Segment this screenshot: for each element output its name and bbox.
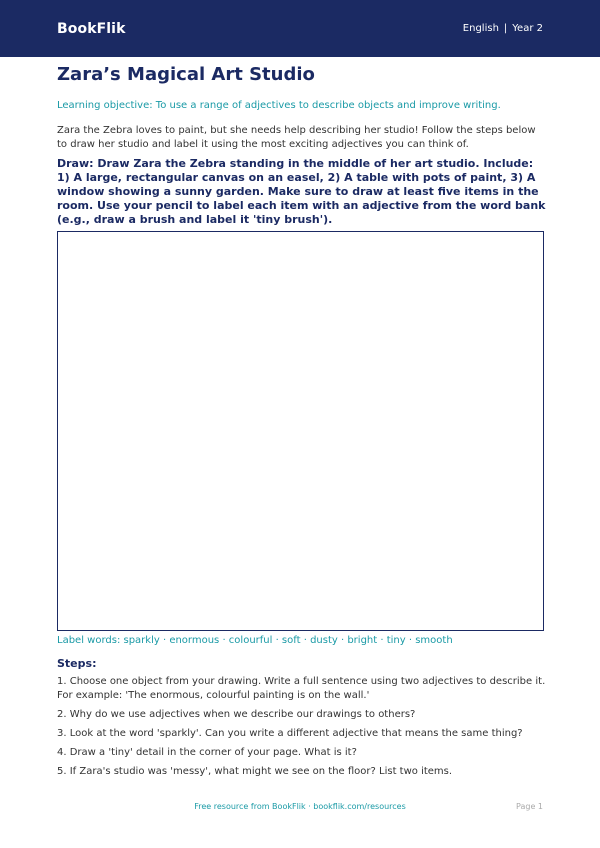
page-number: Page 1 xyxy=(516,802,543,811)
brand-logo: BookFlik xyxy=(57,20,126,37)
draw-task: Draw: Draw Zara the Zebra standing in the middle of her art studio. Include: 1) A large, rectangular canvas on an easel, 2) A table with pots of paint, 3) A window showing a sunny garden. Make sure to draw at least five items in the room. Use your pencil to label each item with an adjective from the word bank (e.g., draw a brush and label it 'tiny brush'). xyxy=(57,157,546,226)
step-item: 2. Why do we use adjectives when we describe our drawings to others? xyxy=(57,709,416,720)
year-label: Year 2 xyxy=(512,23,543,34)
learning-objective: Learning objective: To use a range of adjectives to describe objects and improve writing. xyxy=(57,100,501,111)
footer-text: Free resource from BookFlik · bookflik.com/resources xyxy=(194,802,406,811)
subject-year xyxy=(463,23,543,34)
page-title: Zara’s Magical Art Studio xyxy=(57,64,315,85)
intro-text: Zara the Zebra loves to paint, but she needs help describing her studio! Follow the steps below to draw her studio and label it using the most exciting adjectives you can think of. xyxy=(57,125,536,150)
page-header xyxy=(0,0,600,57)
step-item: 1. Choose one object from your drawing. Write a full sentence using two adjectives to describe it. For example: 'The enormous, colourful painting is on the wall.' xyxy=(57,676,546,701)
subject-label: English xyxy=(462,23,499,34)
step-item: 5. If Zara's studio was 'messy', what might we see on the floor? List two items. xyxy=(57,766,453,777)
meta-separator: | xyxy=(503,23,508,34)
step-item: 3. Look at the word 'sparkly'. Can you write a different adjective that means the same thing? xyxy=(57,728,523,739)
step-item: 4. Draw a 'tiny' detail in the corner of your page. What is it? xyxy=(57,747,357,758)
steps-list xyxy=(57,675,547,784)
steps-heading: Steps: xyxy=(57,657,97,670)
drawing-area[interactable] xyxy=(57,231,544,631)
word-bank: Label words: sparkly · enormous · colourful · soft · dusty · bright · tiny · smooth xyxy=(57,635,453,646)
